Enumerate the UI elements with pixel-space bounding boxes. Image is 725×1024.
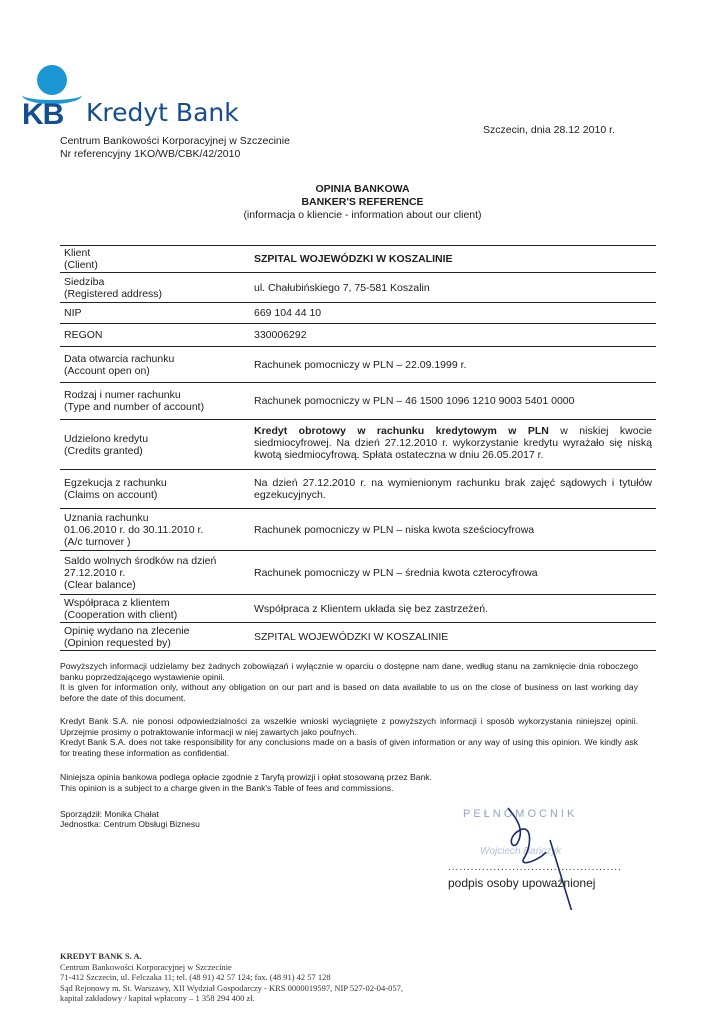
row-value <box>250 420 656 469</box>
bank-name: Kredyt Bank <box>86 98 239 127</box>
handwritten-signature-icon <box>480 800 590 910</box>
row-label: Data otwarcia rachunku (Account open on) <box>64 352 175 377</box>
disclaimer-paragraph: Powyższych informacji udzielamy bez żadnych zobowiązań i wyłącznie w oparciu o dostępne nam dane, według stanu na zamknięcie dnia roboczego banku poprzedzającego wystawienie opinii. It is given for information only, without any obligation on our part and is based on data available to us on the close of business on last working day before the date of this document. <box>60 661 638 703</box>
row-value: Rachunek pomocniczy w PLN – 46 1500 1096 1210 9003 5401 0000 <box>254 395 575 407</box>
row-label: REGON <box>64 329 103 341</box>
reference-table <box>60 245 656 651</box>
row-value: Na dzień 27.12.2010 r. na wymienionym rachunku brak zajęć sądowych i tytułów egzekucyjnych. <box>254 477 652 501</box>
row-label: Współpraca z klientem (Cooperation with client) <box>64 596 178 621</box>
row-label: Opinię wydano na zlecenie (Opinion requested by) <box>64 624 190 649</box>
row-value: Rachunek pomocniczy w PLN – średnia kwota czterocyfrowa <box>254 566 538 579</box>
row-label: Udzielono kredytu (Credits granted) <box>64 432 149 457</box>
place-date: Szczecin, dnia 28.12 2010 r. <box>483 124 615 136</box>
signature-label: podpis osoby upoważnionej <box>448 876 596 890</box>
branch-name: Centrum Bankowości Korporacyjnej w Szczecinie <box>60 135 290 147</box>
row-label: Saldo wolnych środków na dzień 27.12.2010 r. (Clear balance) <box>64 554 217 591</box>
footer <box>60 951 403 1004</box>
table-row <box>60 302 656 323</box>
signature-line: .............................................. <box>448 862 622 873</box>
title-subtitle: (informacja o kliencie - information about our client) <box>243 209 482 221</box>
row-label: Uznania rachunku 01.06.2010 r. do 30.11.2010 r. (A/c turnover ) <box>64 511 204 548</box>
liability-paragraph: Kredyt Bank S.A. nie ponosi odpowiedzialności za wszelkie wnioski wyciągnięte z powyższych informacji i sposób wykorzystania niniejszej opinii. Uprzejmie prosimy o potraktowanie informacji w niej zawartych jako poufnych. Kredyt Bank S.A. does not take responsibility for any conclusions made on a basis of given information or any way of using this opinion. We kindly ask for treating these information as confidential. <box>60 716 638 758</box>
row-value: Rachunek pomocniczy w PLN – 22.09.1999 r. <box>254 358 467 371</box>
fee-paragraph: Niniejsza opinia bankowa podlega opłacie zgodnie z Taryfą prowizji i opłat stosowaną przez Bank. This opinion is a subject to a charge given in the Bank's Table of fees and commissions. <box>60 772 432 793</box>
footer-line: Centrum Bankowości Korporacyjnej w Szczecinie <box>60 961 232 972</box>
table-row <box>60 382 656 419</box>
row-value: SZPITAL WOJEWÓDZKI W KOSZALINIE <box>254 630 449 643</box>
row-value: ul. Chałubińskiego 7, 75-581 Koszalin <box>254 281 430 294</box>
table-row <box>60 346 656 382</box>
table-row <box>60 469 656 508</box>
table-row <box>60 245 656 272</box>
credit-type: Kredyt obrotowy w rachunku kredytowym w PLN <box>254 425 549 437</box>
footer-company: KREDYT BANK S. A. <box>60 951 142 961</box>
row-label: Siedziba (Registered address) <box>64 275 163 300</box>
row-value: SZPITAL WOJEWÓDZKI W KOSZALINIE <box>254 253 453 265</box>
prepared-by: Sporządził: Monika Chałat <box>60 809 159 819</box>
credit-details: w niskiej kwocie siedmiocyfrowej. Na dzień 27.12.2010 r. wykorzystanie kredytu wyrażało się niską kwotą siedmiocyfrową. Spłata ostateczna w dniu 26.05.2017 r. <box>254 425 653 461</box>
row-label: Klient (Client) <box>64 247 98 271</box>
row-value: Współpraca z Klientem układa się bez zastrzeżeń. <box>254 602 489 615</box>
row-label: NIP <box>64 307 82 319</box>
table-row <box>60 622 656 651</box>
footer-line: Sąd Rejonowy m. St. Warszawy, XII Wydział Gospodarczy - KRS 0000019597, NIP 527-02-04-057, <box>60 982 404 993</box>
logo-kb: KB <box>22 98 64 131</box>
footer-line: 71-412 Szczecin, ul. Felczaka 11; tel. (48 91) 42 57 124; fax. (48 91) 42 57 128 <box>60 972 331 982</box>
footer-line: kapitał zakładowy / kapitał wpłacony – 1 358 294 400 zł. <box>60 993 255 1003</box>
table-row <box>60 272 656 302</box>
stamp-title: PEŁNOMOCNIK <box>463 808 578 820</box>
row-value: 330006292 <box>254 329 307 341</box>
row-label: Egzekucja z rachunku (Claims on account) <box>64 477 167 501</box>
table-row <box>60 323 656 346</box>
table-row <box>60 419 656 469</box>
table-row <box>60 594 656 622</box>
row-value: 669 104 44 10 <box>254 307 322 319</box>
stamp-name: Wojciech Bańczyk <box>480 846 562 857</box>
row-value: Rachunek pomocniczy w PLN – niska kwota sześciocyfrowa <box>254 523 535 536</box>
title-en: BANKER'S REFERENCE <box>301 196 424 208</box>
title-pl: OPINIA BANKOWA <box>315 183 410 195</box>
prepared-unit: Jednostka: Centrum Obsługi Biznesu <box>60 819 200 829</box>
table-row <box>60 550 656 594</box>
row-label: Rodzaj i numer rachunku (Type and number of account) <box>64 389 205 413</box>
reference-number: Nr referencyjny 1KO/WB/CBK/42/2010 <box>60 148 241 160</box>
table-row <box>60 508 656 550</box>
